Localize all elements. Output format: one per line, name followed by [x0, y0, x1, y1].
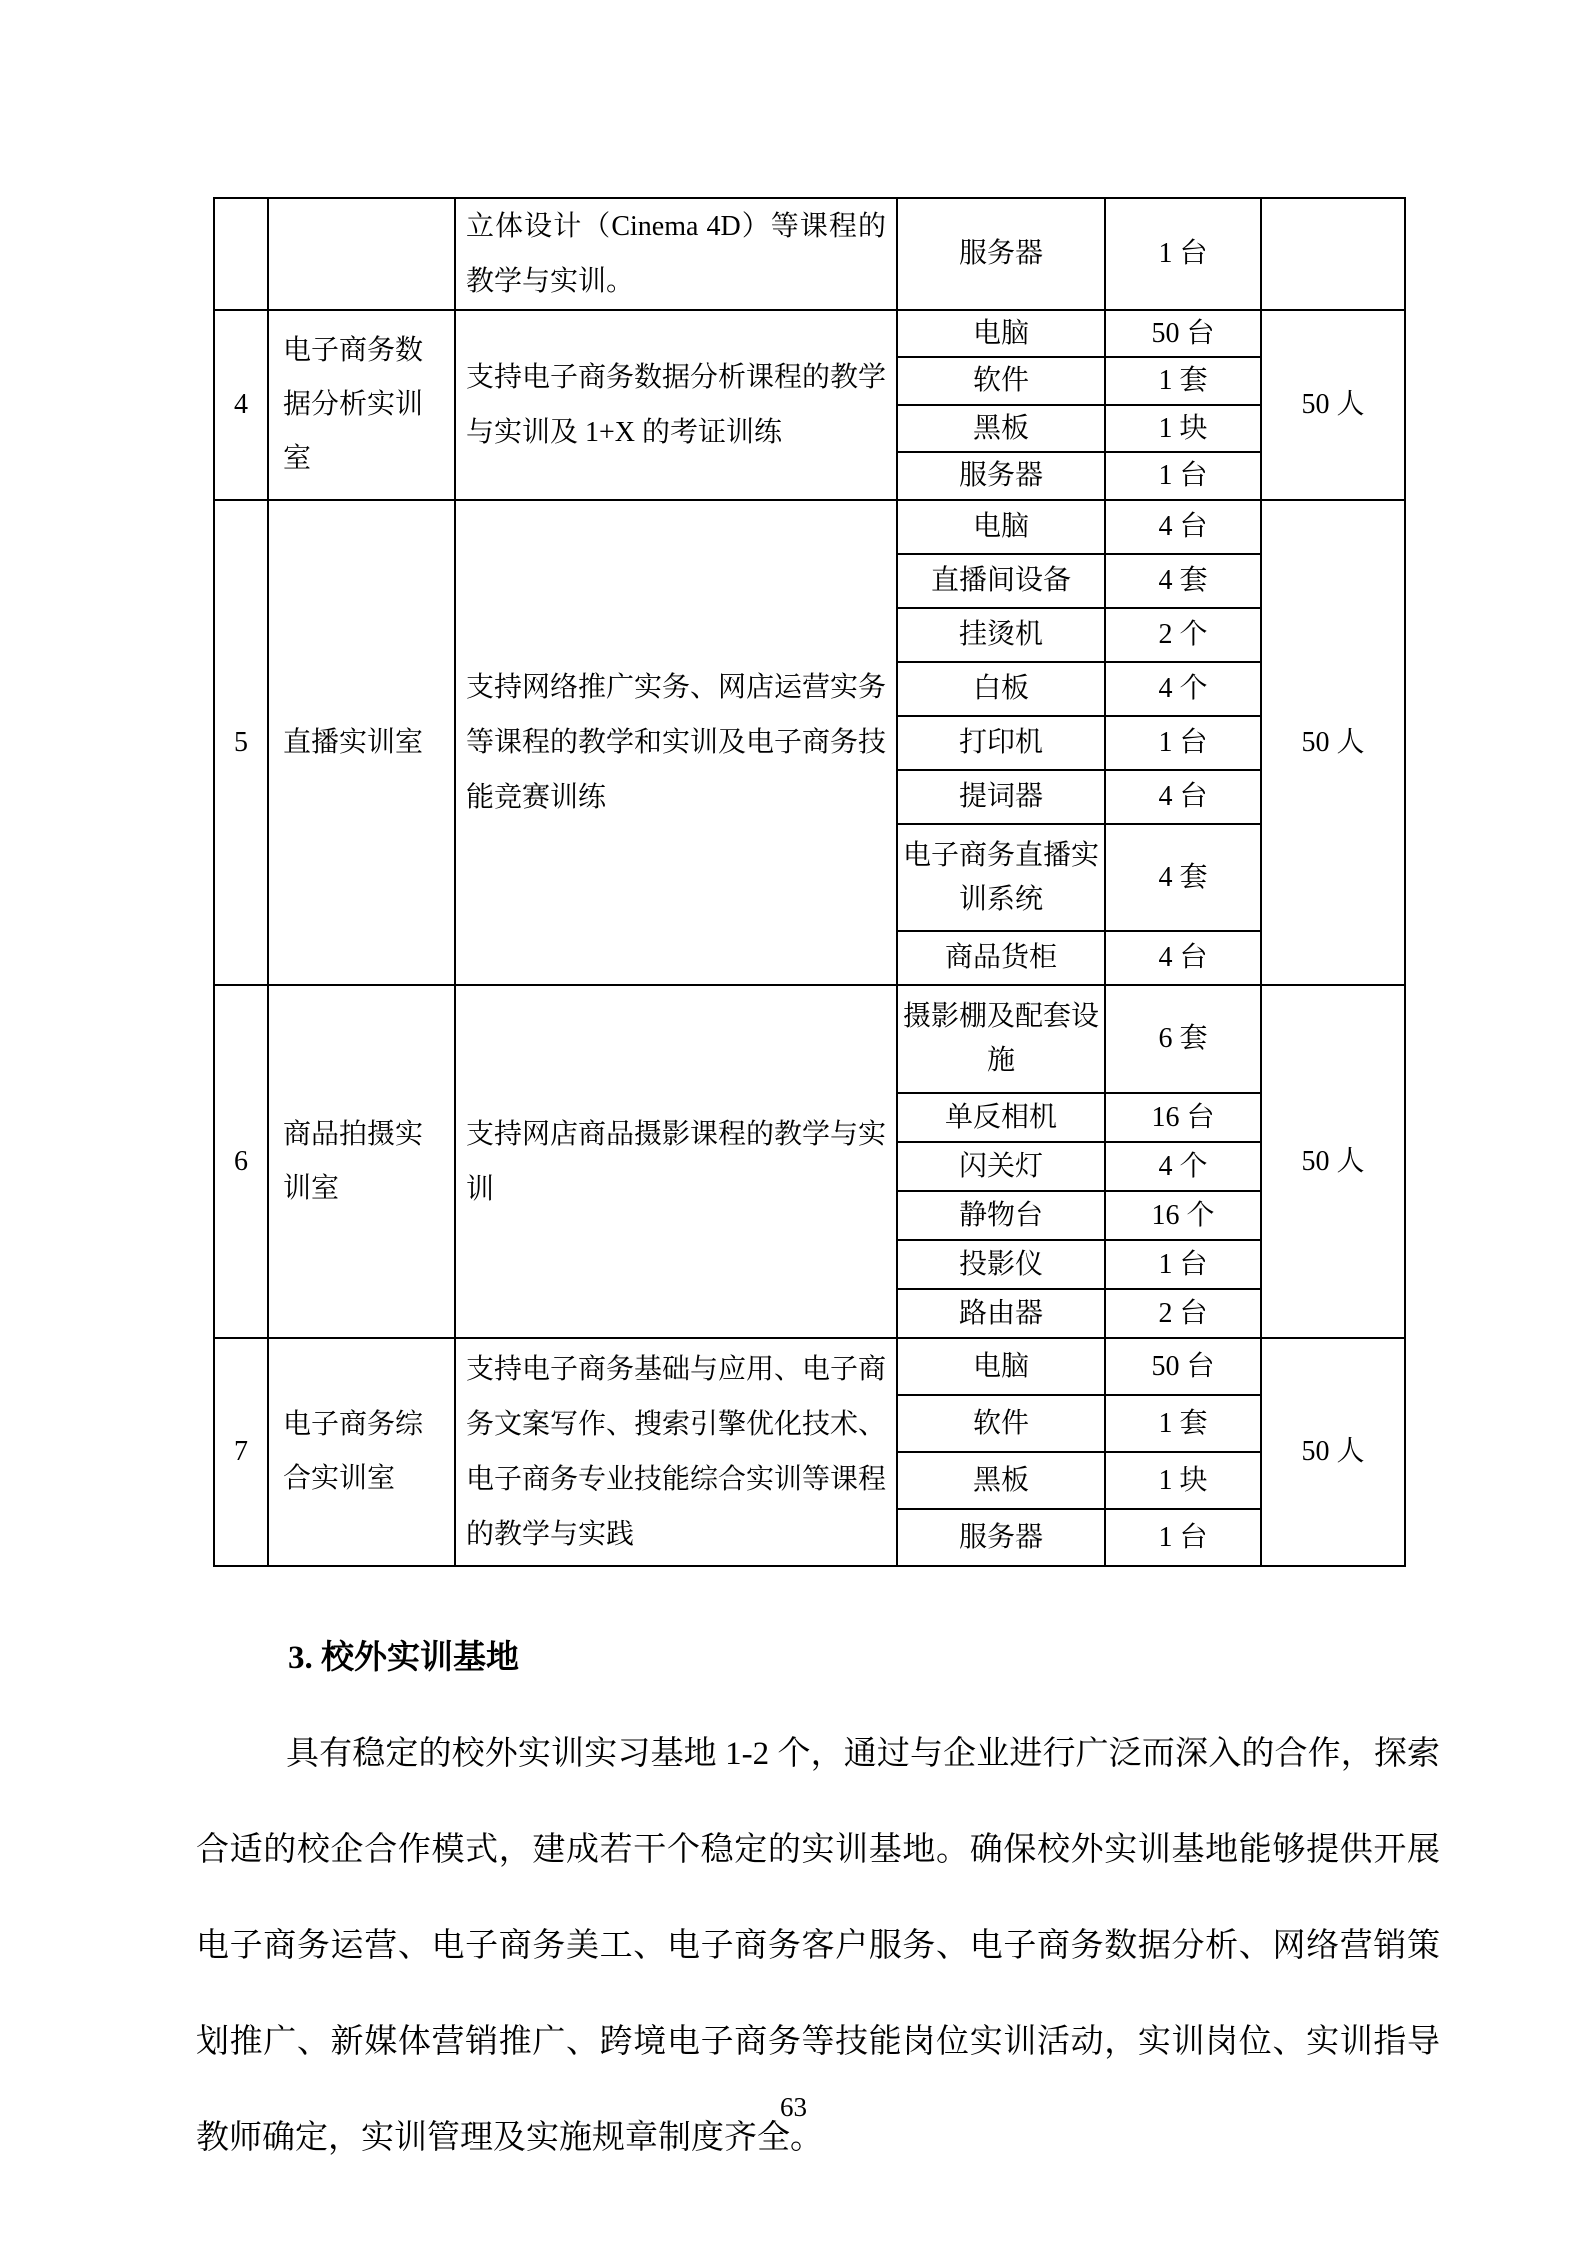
cell-equipment-qty: 16 个	[1105, 1191, 1261, 1240]
cell-equipment-qty: 4 套	[1105, 554, 1261, 608]
cell-equipment-qty: 4 个	[1105, 1142, 1261, 1191]
cell-equipment-qty: 1 台	[1105, 198, 1261, 310]
cell-equipment-qty: 50 台	[1105, 1338, 1261, 1395]
cell-capacity: 50 人	[1261, 1338, 1405, 1566]
cell-description: 支持网络推广实务、网店运营实务等课程的教学和实训及电子商务技能竞赛训练	[455, 500, 897, 985]
cell-room-empty	[268, 198, 455, 310]
table-row	[214, 1338, 1405, 1395]
cell-equipment-qty: 1 台	[1105, 452, 1261, 500]
cell-equipment-qty: 1 套	[1105, 357, 1261, 405]
cell-equipment-name: 电脑	[897, 500, 1105, 554]
cell-equipment-name: 服务器	[897, 1509, 1105, 1566]
cell-equipment-name: 白板	[897, 662, 1105, 716]
cell-equipment-qty: 50 台	[1105, 310, 1261, 357]
cell-room-name: 电子商务综合实训室	[268, 1338, 455, 1566]
cell-seq: 6	[214, 985, 268, 1338]
training-facilities-table	[213, 197, 1406, 1567]
cell-equipment-name: 闪关灯	[897, 1142, 1105, 1191]
cell-capacity: 50 人	[1261, 985, 1405, 1338]
cell-seq-empty	[214, 198, 268, 310]
cell-equipment-qty: 4 台	[1105, 931, 1261, 985]
cell-capacity: 50 人	[1261, 310, 1405, 500]
cell-equipment-name: 挂烫机	[897, 608, 1105, 662]
table-row	[214, 198, 1405, 310]
cell-equipment-qty: 4 个	[1105, 662, 1261, 716]
cell-equipment-name: 摄影棚及配套设施	[897, 985, 1105, 1093]
cell-equipment-name: 商品货柜	[897, 931, 1105, 985]
cell-seq: 4	[214, 310, 268, 500]
cell-equipment-name: 软件	[897, 1395, 1105, 1452]
cell-equipment-qty: 2 个	[1105, 608, 1261, 662]
table-row	[214, 310, 1405, 357]
cell-room-name: 直播实训室	[268, 500, 455, 985]
table-row	[214, 985, 1405, 1093]
section-paragraph: 具有稳定的校外实训实习基地 1-2 个，通过与企业进行广泛而深入的合作，探索合适的校企合作模式，建成若干个稳定的实训基地。确保校外实训基地能够提供开展电子商务运营、电子商务美工、电子商务客户服务、电子商务数据分析、网络营销策划推广、新媒体营销推广、跨境电子商务等技能岗位实训活动，实训岗位、实训指导教师确定，实训管理及实施规章制度齐全。	[196, 1736, 1440, 2156]
cell-description: 支持网店商品摄影课程的教学与实训	[455, 985, 897, 1338]
cell-equipment-name: 单反相机	[897, 1093, 1105, 1142]
cell-equipment-qty: 4 台	[1105, 770, 1261, 824]
cell-description: 支持电子商务基础与应用、电子商务文案写作、搜索引擎优化技术、电子商务专业技能综合实训等课程的教学与实践	[455, 1338, 897, 1566]
cell-equipment-name: 投影仪	[897, 1240, 1105, 1289]
table-row	[214, 500, 1405, 554]
cell-equipment-name: 服务器	[897, 452, 1105, 500]
cell-equipment-qty: 4 套	[1105, 824, 1261, 931]
cell-description: 立体设计（Cinema 4D）等课程的教学与实训。	[455, 198, 897, 310]
cell-equipment-qty: 1 块	[1105, 405, 1261, 452]
cell-equipment-name: 提词器	[897, 770, 1105, 824]
cell-room-name: 商品拍摄实训室	[268, 985, 455, 1338]
cell-equipment-qty: 4 台	[1105, 500, 1261, 554]
cell-equipment-name: 电脑	[897, 1338, 1105, 1395]
cell-equipment-name: 黑板	[897, 405, 1105, 452]
cell-equipment-name: 服务器	[897, 198, 1105, 310]
cell-equipment-name: 打印机	[897, 716, 1105, 770]
cell-equipment-qty: 1 台	[1105, 716, 1261, 770]
page-number: 63	[780, 2092, 807, 2122]
cell-equipment-qty: 16 台	[1105, 1093, 1261, 1142]
cell-equipment-name: 电子商务直播实训系统	[897, 824, 1105, 931]
cell-seq: 7	[214, 1338, 268, 1566]
cell-equipment-qty: 1 台	[1105, 1509, 1261, 1566]
cell-room-name: 电子商务数据分析实训室	[268, 310, 455, 500]
cell-equipment-name: 路由器	[897, 1289, 1105, 1338]
cell-equipment-qty: 1 套	[1105, 1395, 1261, 1452]
cell-equipment-qty: 6 套	[1105, 985, 1261, 1093]
cell-equipment-qty: 1 块	[1105, 1452, 1261, 1509]
cell-equipment-name: 静物台	[897, 1191, 1105, 1240]
cell-equipment-name: 电脑	[897, 310, 1105, 357]
cell-equipment-qty: 1 台	[1105, 1240, 1261, 1289]
cell-equipment-name: 黑板	[897, 1452, 1105, 1509]
cell-equipment-name: 软件	[897, 357, 1105, 405]
cell-capacity-empty	[1261, 198, 1405, 310]
section-heading: 3. 校外实训基地	[288, 1640, 519, 1676]
cell-description: 支持电子商务数据分析课程的教学与实训及 1+X 的考证训练	[455, 310, 897, 500]
cell-equipment-qty: 2 台	[1105, 1289, 1261, 1338]
cell-capacity: 50 人	[1261, 500, 1405, 985]
cell-seq: 5	[214, 500, 268, 985]
cell-equipment-name: 直播间设备	[897, 554, 1105, 608]
